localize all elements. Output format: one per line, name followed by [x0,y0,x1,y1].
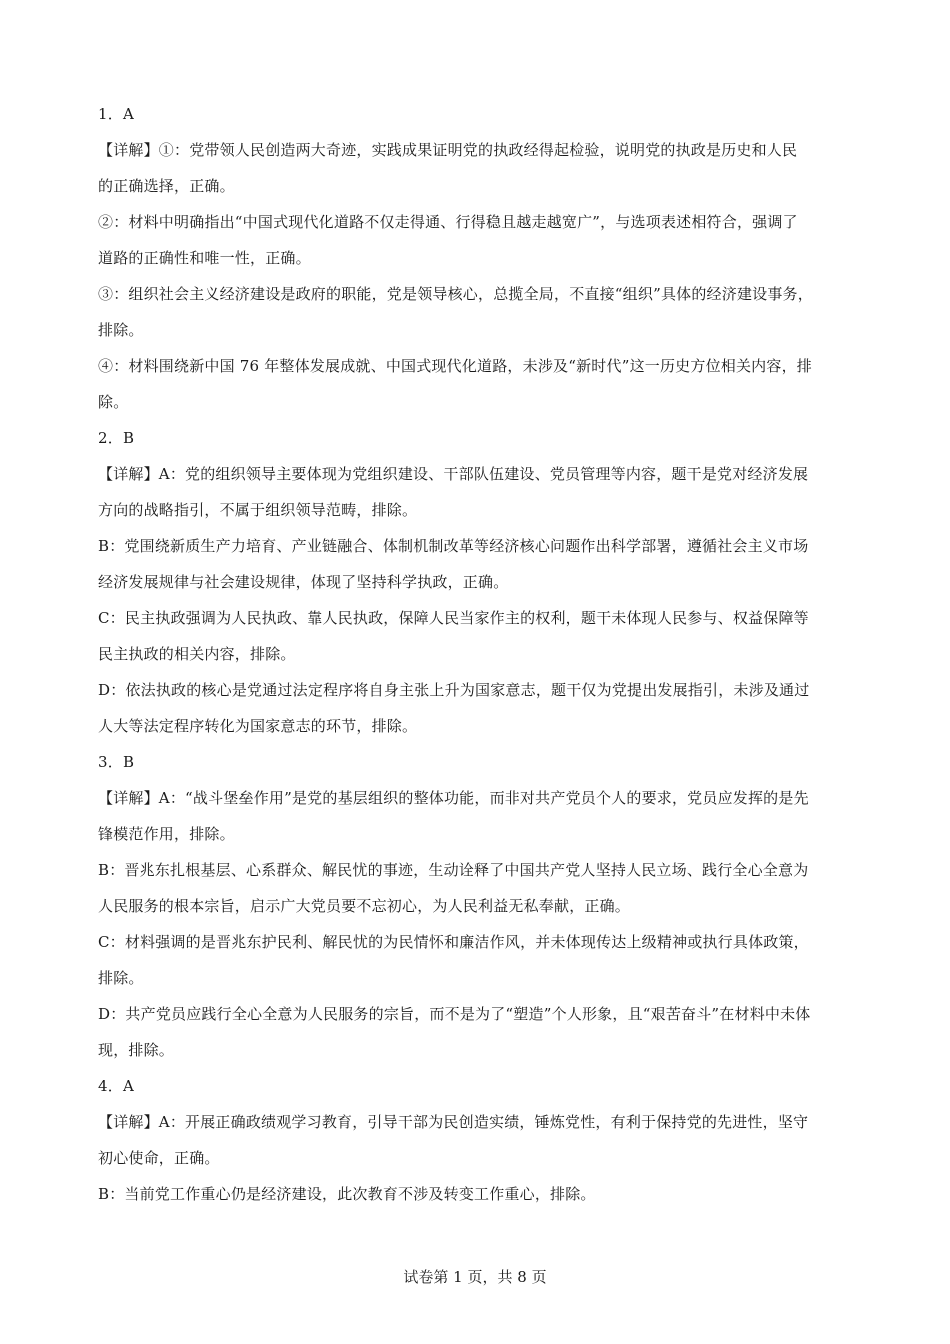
answer-line-3: 的正确选择，正确。 [98,177,235,195]
answer-line-31: B：当前党工作重心仍是经济建设，此次教育不涉及转变工作重心，排除。 [98,1185,596,1203]
answer-line-4: ②：材料中明确指出“中国式现代化道路不仅走得通、行得稳且越走越宽广”，与选项表述相符合，强调了 [98,213,798,231]
answer-line-24: C：材料强调的是晋兆东护民利、解民忧的为民情怀和廉洁作风，并未体现传达上级精神或执行具体政策， [98,933,809,951]
answer-line-15: C：民主执政强调为人民执政、靠人民执政，保障人民当家作主的权利，题干未体现人民参与、权益保障等 [98,609,809,627]
answer-line-21: 锋模范作用，排除。 [98,825,235,843]
answer-line-16: 民主执政的相关内容，排除。 [98,645,296,663]
page-footer: 试卷第 1 页，共 8 页 [403,1268,547,1286]
answer-line-28: 4．A [98,1077,134,1095]
answer-line-13: B：党围绕新质生产力培育、产业链融合、体制机制改革等经济核心问题作出科学部署，遵循社会主义市场 [98,537,809,555]
answer-line-1: 1．A [98,105,134,123]
answer-line-12: 方向的战略指引，不属于组织领导范畴，排除。 [98,501,418,519]
answer-line-19: 3．B [98,753,135,771]
answer-line-29: 【详解】A：开展正确政绩观学习教育，引导干部为民创造实绩，锤炼党性，有利于保持党的先进性，坚守 [98,1113,809,1131]
answer-content [98,96,858,1212]
answer-line-26: D：共产党员应践行全心全意为人民服务的宗旨，而不是为了“塑造”个人形象，且“艰苦奋斗”在材料中未体 [98,1005,811,1023]
answer-line-11: 【详解】A：党的组织领导主要体现为党组织建设、干部队伍建设、党员管理等内容，题干是党对经济发展 [98,465,809,483]
answer-line-8: ④：材料围绕新中国 76 年整体发展成就、中国式现代化道路，未涉及“新时代”这一历史方位相关内容，排 [98,357,812,375]
answer-line-25: 排除。 [98,969,144,987]
answer-line-14: 经济发展规律与社会建设规律，体现了坚持科学执政，正确。 [98,573,509,591]
answer-line-9: 除。 [98,393,129,411]
answer-line-6: ③：组织社会主义经济建设是政府的职能，党是领导核心，总揽全局，不直接“组织”具体的经济建设事务， [98,285,813,303]
answer-line-18: 人大等法定程序转化为国家意志的环节，排除。 [98,717,418,735]
answer-line-2: 【详解】①：党带领人民创造两大奇迹，实践成果证明党的执政经得起检验，说明党的执政是历史和人民 [98,141,798,159]
answer-line-17: D：依法执政的核心是党通过法定程序将自身主张上升为国家意志，题干仅为党提出发展指引，未涉及通过 [98,681,810,699]
answer-line-23: 人民服务的根本宗旨，启示广大党员要不忘初心，为人民利益无私奉献，正确。 [98,897,631,915]
answer-line-7: 排除。 [98,321,144,339]
answer-line-27: 现，排除。 [98,1041,175,1059]
answer-line-10: 2．B [98,429,135,447]
answer-line-5: 道路的正确性和唯一性，正确。 [98,249,311,267]
answer-line-20: 【详解】A：“战斗堡垒作用”是党的基层组织的整体功能，而非对共产党员个人的要求，党员应发挥的是先 [98,789,809,807]
answer-line-30: 初心使命，正确。 [98,1149,220,1167]
answer-line-22: B：晋兆东扎根基层、心系群众、解民忧的事迹，生动诠释了中国共产党人坚持人民立场、践行全心全意为 [98,861,809,879]
